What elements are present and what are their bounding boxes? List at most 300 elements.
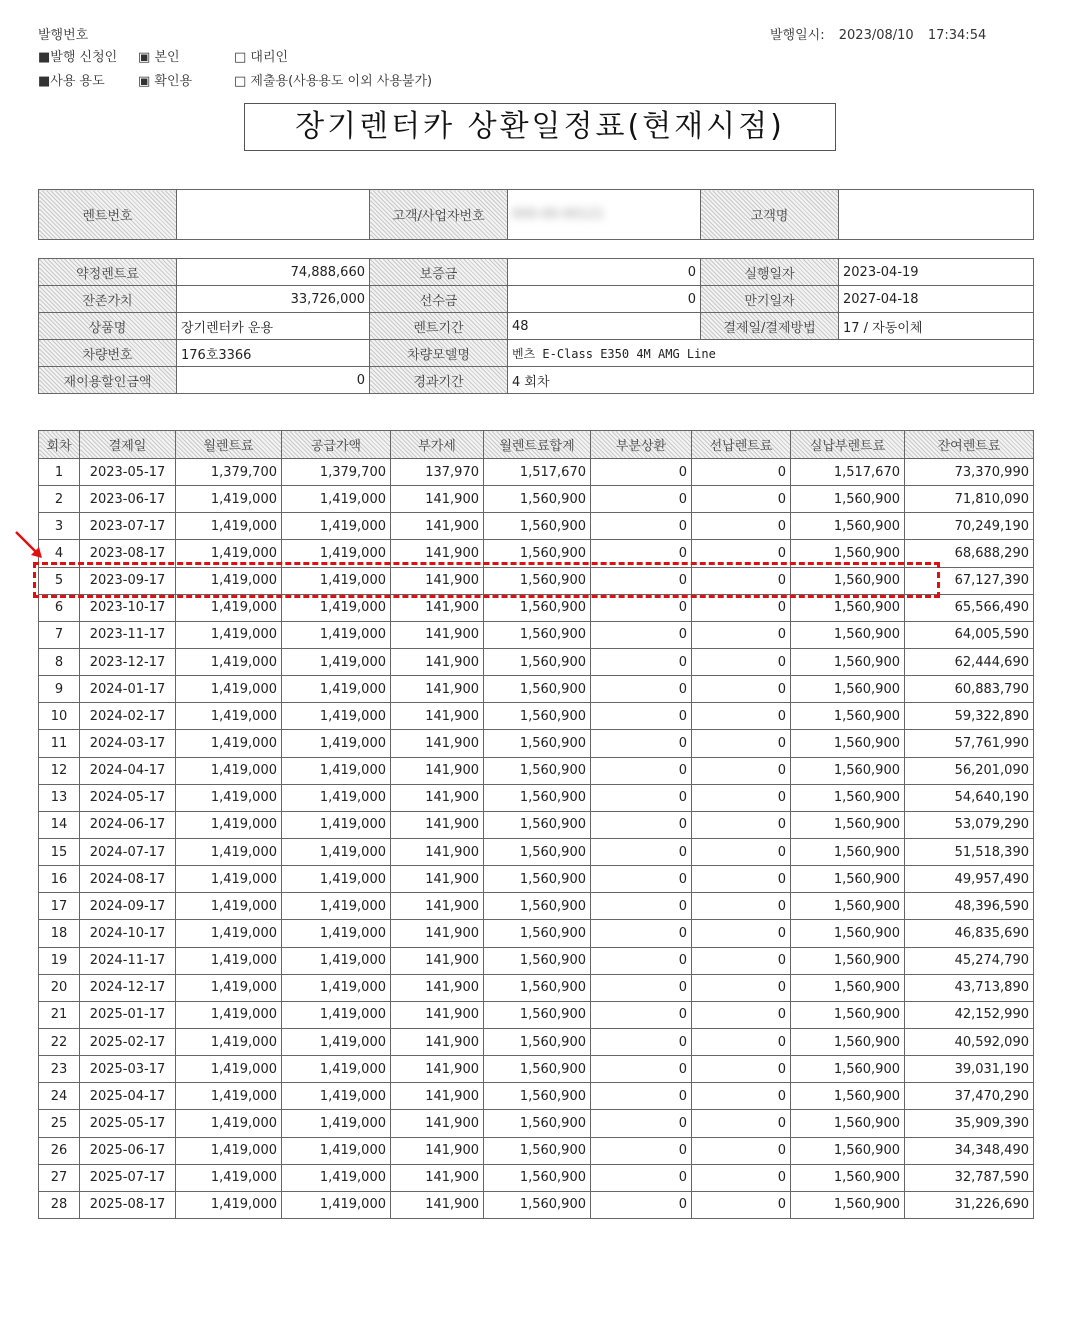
table-cell: 1,560,900 [791, 621, 905, 648]
vehicle-plate-value: 176호3366 [177, 340, 370, 367]
table-cell: 22 [39, 1028, 80, 1055]
table-row [39, 974, 1034, 1001]
schedule-column-header: 선납렌트료 [692, 431, 791, 459]
table-cell: 1,560,900 [484, 730, 591, 757]
table-cell: 2 [39, 486, 80, 513]
table-cell: 34,348,490 [905, 1137, 1034, 1164]
schedule-column-header: 회차 [39, 431, 80, 459]
table-cell: 1,560,900 [791, 811, 905, 838]
applicant-label: ■발행 신청인 [38, 50, 118, 65]
table-cell: 1,419,000 [282, 730, 391, 757]
table-cell: 1,560,900 [791, 594, 905, 621]
schedule-column-header: 부가세 [391, 431, 484, 459]
table-cell: 25 [39, 1110, 80, 1137]
table-cell: 1,419,000 [176, 947, 282, 974]
table-row [39, 1164, 1034, 1191]
contract-field-label: 결제일/결제방법 [701, 313, 839, 340]
table-row [39, 676, 1034, 703]
table-cell: 1,560,900 [791, 757, 905, 784]
table-cell: 1,560,900 [484, 513, 591, 540]
table-cell: 1,379,700 [282, 459, 391, 486]
table-cell: 1,419,000 [282, 1191, 391, 1218]
contract-info-row [39, 286, 1034, 313]
table-cell: 0 [692, 974, 791, 1001]
table-cell: 0 [591, 1164, 692, 1191]
table-cell: 1,419,000 [282, 866, 391, 893]
table-cell: 46,835,690 [905, 920, 1034, 947]
table-cell: 62,444,690 [905, 648, 1034, 675]
table-cell: 0 [591, 1137, 692, 1164]
table-cell: 1,560,900 [484, 676, 591, 703]
table-cell: 141,900 [391, 648, 484, 675]
vehicle-plate-label: 차량번호 [39, 340, 177, 367]
table-cell: 1,419,000 [282, 513, 391, 540]
table-cell: 0 [591, 621, 692, 648]
table-cell: 1,560,900 [484, 567, 591, 594]
rent-number-label: 렌트번호 [39, 190, 177, 240]
table-cell: 1,560,900 [484, 621, 591, 648]
table-cell: 1,419,000 [176, 866, 282, 893]
table-cell: 141,900 [391, 1137, 484, 1164]
table-cell: 12 [39, 757, 80, 784]
contract-field-value: 0 [508, 286, 701, 313]
table-cell: 1,560,900 [791, 1137, 905, 1164]
table-cell: 1,560,900 [484, 1137, 591, 1164]
vehicle-row [39, 340, 1034, 367]
table-cell: 1,419,000 [282, 676, 391, 703]
table-row [39, 621, 1034, 648]
rent-number-value [177, 190, 370, 240]
issue-number-label: 발행번호 [38, 28, 89, 43]
table-cell: 141,900 [391, 893, 484, 920]
table-cell: 1,560,900 [484, 784, 591, 811]
table-cell: 1,560,900 [791, 676, 905, 703]
table-cell: 1,419,000 [282, 1056, 391, 1083]
table-cell: 1,419,000 [176, 757, 282, 784]
table-cell: 0 [692, 866, 791, 893]
applicant-options [38, 46, 288, 65]
table-row [39, 703, 1034, 730]
table-cell: 1,419,000 [176, 730, 282, 757]
table-cell: 1,560,900 [484, 947, 591, 974]
elapsed-period-label: 경과기간 [370, 367, 508, 394]
table-cell: 141,900 [391, 757, 484, 784]
table-cell: 2025-07-17 [80, 1164, 176, 1191]
table-cell: 2024-02-17 [80, 703, 176, 730]
table-cell: 0 [591, 1001, 692, 1028]
table-cell: 1,560,900 [484, 974, 591, 1001]
table-cell: 0 [591, 920, 692, 947]
table-row [39, 1137, 1034, 1164]
repayment-schedule-table [38, 430, 1034, 1219]
table-cell: 1,560,900 [484, 1164, 591, 1191]
table-cell: 0 [591, 567, 692, 594]
table-cell: 0 [692, 486, 791, 513]
table-cell: 0 [692, 947, 791, 974]
contract-field-label: 렌트기간 [370, 313, 508, 340]
table-cell: 0 [591, 784, 692, 811]
table-cell: 0 [692, 893, 791, 920]
table-cell: 1,419,000 [176, 567, 282, 594]
table-cell: 2025-03-17 [80, 1056, 176, 1083]
table-cell: 0 [692, 621, 791, 648]
usage-submit-checkbox[interactable]: □ 제출용(사용용도 이외 사용불가) [234, 74, 433, 89]
table-cell: 1,560,900 [791, 540, 905, 567]
contract-field-value: 0 [508, 259, 701, 286]
table-cell: 1,419,000 [282, 486, 391, 513]
table-cell: 4 [39, 540, 80, 567]
table-cell: 1,560,900 [484, 1028, 591, 1055]
table-row [39, 757, 1034, 784]
vehicle-model-label: 차량모델명 [370, 340, 508, 367]
customer-name-value [839, 190, 1034, 240]
table-cell: 51,518,390 [905, 838, 1034, 865]
table-cell: 23 [39, 1056, 80, 1083]
table-cell: 1,560,900 [791, 974, 905, 1001]
table-cell: 6 [39, 594, 80, 621]
table-cell: 71,810,090 [905, 486, 1034, 513]
table-cell: 65,566,490 [905, 594, 1034, 621]
table-cell: 1,419,000 [176, 1001, 282, 1028]
table-cell: 2024-01-17 [80, 676, 176, 703]
table-cell: 45,274,790 [905, 947, 1034, 974]
table-cell: 1,419,000 [282, 621, 391, 648]
table-cell: 59,322,890 [905, 703, 1034, 730]
table-row [39, 838, 1034, 865]
table-cell: 0 [591, 730, 692, 757]
table-row [39, 730, 1034, 757]
table-cell: 21 [39, 1001, 80, 1028]
elapsed-period-value: 4 회차 [508, 367, 1034, 394]
table-cell: 68,688,290 [905, 540, 1034, 567]
table-cell: 141,900 [391, 947, 484, 974]
schedule-header-row [39, 431, 1034, 459]
table-cell: 1,419,000 [176, 594, 282, 621]
table-cell: 53,079,290 [905, 811, 1034, 838]
table-cell: 141,900 [391, 621, 484, 648]
table-cell: 2024-08-17 [80, 866, 176, 893]
table-cell: 0 [591, 757, 692, 784]
table-cell: 1,419,000 [176, 974, 282, 1001]
table-row [39, 513, 1034, 540]
table-cell: 141,900 [391, 811, 484, 838]
table-row [39, 648, 1034, 675]
table-cell: 0 [692, 703, 791, 730]
table-cell: 141,900 [391, 676, 484, 703]
table-cell: 0 [692, 1028, 791, 1055]
table-cell: 1,560,900 [484, 1191, 591, 1218]
table-cell: 15 [39, 838, 80, 865]
table-cell: 141,900 [391, 1001, 484, 1028]
table-cell: 1,419,000 [282, 594, 391, 621]
table-row [39, 1056, 1034, 1083]
table-cell: 2025-01-17 [80, 1001, 176, 1028]
usage-options [38, 70, 432, 89]
table-cell: 2025-02-17 [80, 1028, 176, 1055]
table-row [39, 594, 1034, 621]
table-cell: 141,900 [391, 866, 484, 893]
table-cell: 1,560,900 [791, 1110, 905, 1137]
contract-field-value: 33,726,000 [177, 286, 370, 313]
table-cell: 1,560,900 [791, 703, 905, 730]
issue-datetime [770, 24, 986, 43]
applicant-self-checkbox[interactable]: ▣ 본인 [138, 50, 180, 65]
table-cell: 1,419,000 [282, 540, 391, 567]
table-cell: 0 [591, 866, 692, 893]
contract-field-label: 잔존가치 [39, 286, 177, 313]
table-cell: 1,560,900 [484, 703, 591, 730]
contract-field-label: 만기일자 [701, 286, 839, 313]
table-cell: 0 [692, 1137, 791, 1164]
table-cell: 1,419,000 [282, 974, 391, 1001]
table-cell: 0 [692, 648, 791, 675]
table-cell: 141,900 [391, 1056, 484, 1083]
table-cell: 27 [39, 1164, 80, 1191]
table-cell: 56,201,090 [905, 757, 1034, 784]
issue-datetime-label: 발행일시: [770, 28, 825, 43]
table-cell: 141,900 [391, 974, 484, 1001]
table-row [39, 811, 1034, 838]
table-cell: 1,419,000 [176, 1164, 282, 1191]
table-cell: 141,900 [391, 1083, 484, 1110]
table-row [39, 784, 1034, 811]
table-cell: 2024-03-17 [80, 730, 176, 757]
table-cell: 1,560,900 [791, 648, 905, 675]
table-cell: 137,970 [391, 459, 484, 486]
contract-field-label: 상품명 [39, 313, 177, 340]
vehicle-model-value: 벤츠 E-Class E350 4M AMG Line [508, 340, 1034, 367]
table-cell: 37,470,290 [905, 1083, 1034, 1110]
table-row [39, 866, 1034, 893]
contract-field-value: 2027-04-18 [839, 286, 1034, 313]
table-cell: 35,909,390 [905, 1110, 1034, 1137]
table-cell: 0 [692, 1001, 791, 1028]
table-cell: 0 [591, 486, 692, 513]
schedule-column-header: 공급가액 [282, 431, 391, 459]
table-cell: 5 [39, 567, 80, 594]
table-cell: 141,900 [391, 513, 484, 540]
table-cell: 0 [692, 1056, 791, 1083]
table-row [39, 486, 1034, 513]
table-cell: 1,419,000 [176, 703, 282, 730]
table-cell: 0 [591, 811, 692, 838]
reuse-row [39, 367, 1034, 394]
table-cell: 0 [591, 893, 692, 920]
table-cell: 1,379,700 [176, 459, 282, 486]
table-cell: 0 [591, 1083, 692, 1110]
table-cell: 1,560,900 [791, 1056, 905, 1083]
table-cell: 1,560,900 [791, 947, 905, 974]
table-cell: 1,419,000 [282, 1001, 391, 1028]
table-cell: 0 [692, 730, 791, 757]
table-cell: 1,560,900 [791, 486, 905, 513]
table-cell: 2025-06-17 [80, 1137, 176, 1164]
table-cell: 24 [39, 1083, 80, 1110]
table-cell: 1,419,000 [176, 513, 282, 540]
table-cell: 1,419,000 [282, 1164, 391, 1191]
table-cell: 0 [591, 540, 692, 567]
table-cell: 0 [591, 947, 692, 974]
table-cell: 1,560,900 [791, 784, 905, 811]
table-cell: 0 [692, 1110, 791, 1137]
table-cell: 48,396,590 [905, 893, 1034, 920]
table-cell: 1,419,000 [176, 621, 282, 648]
table-cell: 42,152,990 [905, 1001, 1034, 1028]
table-cell: 141,900 [391, 540, 484, 567]
table-cell: 0 [692, 594, 791, 621]
table-cell: 1,419,000 [176, 540, 282, 567]
reuse-discount-label: 재이용할인금액 [39, 367, 177, 394]
table-cell: 13 [39, 784, 80, 811]
table-cell: 1,560,900 [484, 920, 591, 947]
table-cell: 2024-10-17 [80, 920, 176, 947]
table-cell: 1,419,000 [176, 648, 282, 675]
table-cell: 2024-04-17 [80, 757, 176, 784]
table-cell: 2023-10-17 [80, 594, 176, 621]
table-cell: 1,560,900 [484, 866, 591, 893]
table-cell: 0 [591, 594, 692, 621]
table-cell: 11 [39, 730, 80, 757]
table-cell: 31,226,690 [905, 1191, 1034, 1218]
table-cell: 1,560,900 [791, 1083, 905, 1110]
table-row [39, 1191, 1034, 1218]
applicant-agent-checkbox[interactable]: □ 대리인 [234, 50, 289, 65]
table-cell: 0 [692, 540, 791, 567]
table-row [39, 1028, 1034, 1055]
table-cell: 0 [591, 703, 692, 730]
table-cell: 1,560,900 [791, 730, 905, 757]
table-cell: 49,957,490 [905, 866, 1034, 893]
table-cell: 0 [591, 1056, 692, 1083]
table-cell: 2023-09-17 [80, 567, 176, 594]
contract-field-label: 실행일자 [701, 259, 839, 286]
table-cell: 0 [692, 1191, 791, 1218]
table-cell: 2024-12-17 [80, 974, 176, 1001]
table-cell: 0 [591, 838, 692, 865]
table-cell: 1,419,000 [282, 1028, 391, 1055]
table-cell: 1,560,900 [484, 757, 591, 784]
table-cell: 16 [39, 866, 80, 893]
table-cell: 1,560,900 [484, 1110, 591, 1137]
table-cell: 1,560,900 [484, 893, 591, 920]
contract-field-value: 장기렌터카 운용 [177, 313, 370, 340]
table-cell: 1,419,000 [282, 648, 391, 675]
table-cell: 14 [39, 811, 80, 838]
table-cell: 1,560,900 [484, 540, 591, 567]
table-cell: 1,419,000 [176, 1110, 282, 1137]
business-number-label: 고객/사업자번호 [370, 190, 508, 240]
table-cell: 0 [591, 513, 692, 540]
table-cell: 1,560,900 [484, 648, 591, 675]
table-cell: 10 [39, 703, 80, 730]
schedule-column-header: 결제일 [80, 431, 176, 459]
table-cell: 7 [39, 621, 80, 648]
table-row [39, 459, 1034, 486]
table-cell: 18 [39, 920, 80, 947]
table-cell: 1,560,900 [791, 920, 905, 947]
table-cell: 26 [39, 1137, 80, 1164]
table-cell: 0 [692, 567, 791, 594]
table-cell: 1,419,000 [176, 838, 282, 865]
table-cell: 2024-09-17 [80, 893, 176, 920]
table-cell: 1,560,900 [484, 1056, 591, 1083]
table-cell: 1,560,900 [791, 513, 905, 540]
table-cell: 1,419,000 [176, 1191, 282, 1218]
reuse-discount-value: 0 [177, 367, 370, 394]
table-cell: 141,900 [391, 784, 484, 811]
business-number-value: 000-00-00121 [508, 190, 701, 240]
table-row [39, 893, 1034, 920]
table-cell: 8 [39, 648, 80, 675]
table-cell: 1,560,900 [484, 594, 591, 621]
table-row [39, 1083, 1034, 1110]
table-cell: 1,419,000 [282, 784, 391, 811]
table-cell: 2024-07-17 [80, 838, 176, 865]
table-cell: 141,900 [391, 1164, 484, 1191]
table-cell: 141,900 [391, 1110, 484, 1137]
table-cell: 67,127,390 [905, 567, 1034, 594]
contract-info-row [39, 313, 1034, 340]
schedule-column-header: 잔여렌트료 [905, 431, 1034, 459]
table-cell: 141,900 [391, 1191, 484, 1218]
table-cell: 141,900 [391, 920, 484, 947]
schedule-column-header: 부분상환 [591, 431, 692, 459]
table-cell: 73,370,990 [905, 459, 1034, 486]
table-cell: 1,560,900 [791, 866, 905, 893]
table-cell: 2023-11-17 [80, 621, 176, 648]
contract-field-label: 선수금 [370, 286, 508, 313]
table-cell: 64,005,590 [905, 621, 1034, 648]
contract-field-value: 17 / 자동이체 [839, 313, 1034, 340]
table-cell: 0 [692, 1083, 791, 1110]
issue-date: 2023/08/10 [838, 28, 914, 43]
table-cell: 1,560,900 [484, 1083, 591, 1110]
table-cell: 54,640,190 [905, 784, 1034, 811]
table-cell: 2023-12-17 [80, 648, 176, 675]
table-cell: 0 [692, 838, 791, 865]
schedule-column-header: 월렌트료합계 [484, 431, 591, 459]
issue-time: 17:34:54 [927, 28, 987, 43]
table-cell: 1,419,000 [176, 1137, 282, 1164]
usage-check-checkbox[interactable]: ▣ 확인용 [138, 74, 193, 89]
table-cell: 1,560,900 [791, 1001, 905, 1028]
table-cell: 0 [591, 676, 692, 703]
table-cell: 2025-05-17 [80, 1110, 176, 1137]
table-cell: 0 [692, 757, 791, 784]
table-cell: 141,900 [391, 486, 484, 513]
table-cell: 19 [39, 947, 80, 974]
table-cell: 1,419,000 [176, 1028, 282, 1055]
table-row [39, 1110, 1034, 1137]
table-cell: 3 [39, 513, 80, 540]
table-cell: 9 [39, 676, 80, 703]
table-cell: 32,787,590 [905, 1164, 1034, 1191]
table-cell: 141,900 [391, 730, 484, 757]
document-title: 장기렌터카 상환일정표(현재시점) [244, 103, 836, 151]
table-cell: 1,419,000 [282, 811, 391, 838]
customer-name-label: 고객명 [701, 190, 839, 240]
table-cell: 0 [591, 974, 692, 1001]
table-cell: 0 [692, 676, 791, 703]
table-cell: 1,419,000 [282, 920, 391, 947]
table-cell: 20 [39, 974, 80, 1001]
table-cell: 1,419,000 [282, 757, 391, 784]
table-cell: 1,517,670 [484, 459, 591, 486]
table-cell: 1,419,000 [282, 1083, 391, 1110]
table-cell: 1,560,900 [791, 1191, 905, 1218]
table-cell: 1,419,000 [282, 1137, 391, 1164]
contract-field-label: 약정렌트료 [39, 259, 177, 286]
